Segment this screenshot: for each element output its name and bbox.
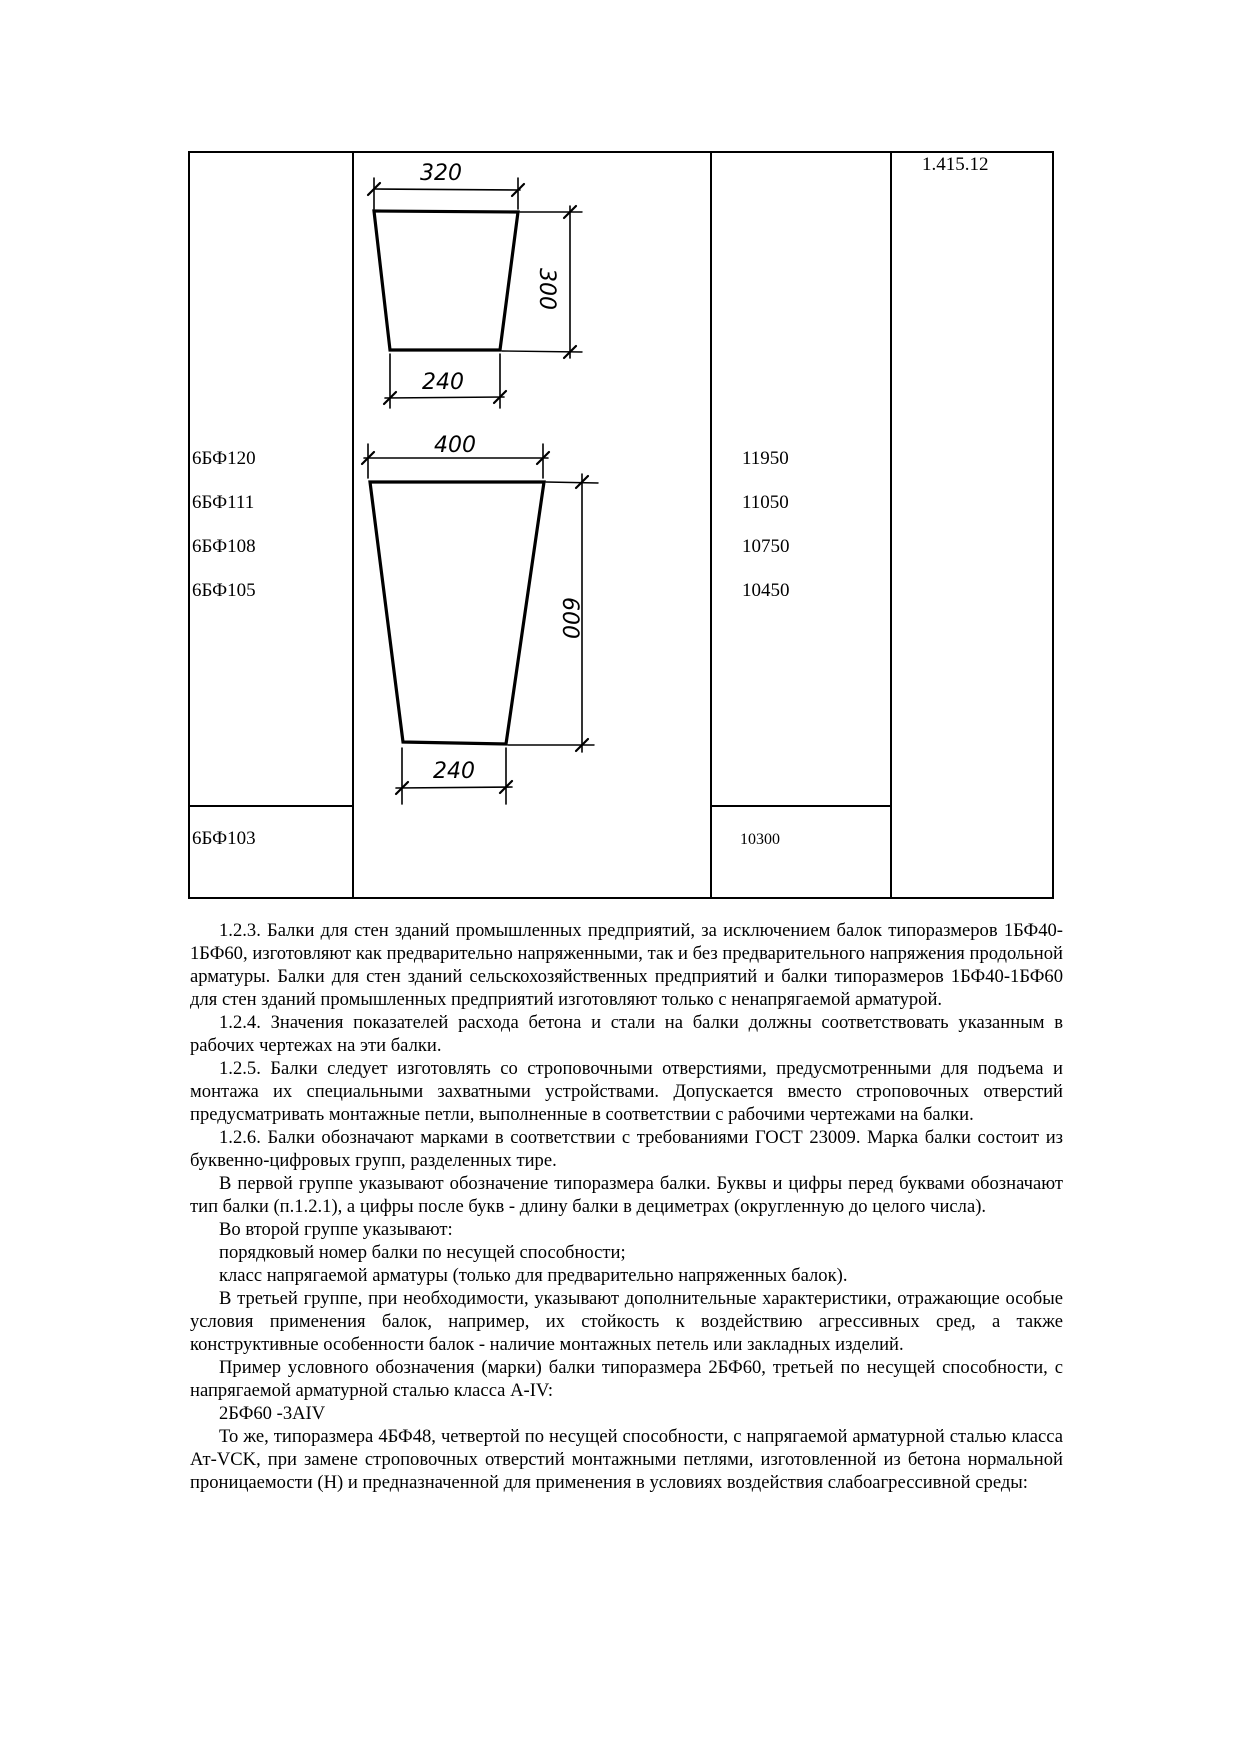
dim-height-large: 600 — [557, 597, 582, 639]
dim-bottom-width-small: 240 — [422, 370, 464, 395]
paragraph-1-2-6: 1.2.6. Балки обозначают марками в соответствии с требованиями ГОСТ 23009. Марка балки состоит из буквенно-цифровых групп, разделенных тире. — [190, 1127, 1063, 1171]
paragraph-second-group: Во второй группе указывают: — [219, 1219, 453, 1240]
beam-mark: 6БФ120 — [192, 448, 256, 469]
series-code: 1.415.12 — [922, 154, 989, 175]
beam-mark: 6БФ105 — [192, 580, 256, 601]
body-text — [190, 919, 1063, 1494]
beam-length: 11950 — [742, 448, 789, 469]
beam-length: 10450 — [742, 580, 790, 601]
paragraph-example-1: Пример условного обозначения (марки) балки типоразмера 2БФ60, третьей по несущей способности, с напрягаемой арматурной сталью класса А-IV: — [190, 1357, 1063, 1401]
beam-mark: 6БФ108 — [192, 536, 256, 557]
paragraph-1-2-5: 1.2.5. Балки следует изготовлять со строповочными отверстиями, предусмотренными для подъема и монтажа их специальными захватными устройствами. Допускается вместо строповочных отверстий предусматривать монтажные петли, выполненные в соответствии с рабочими чертежами на балки. — [190, 1058, 1063, 1125]
paragraph-example-2: То же, типоразмера 4БФ48, четвертой по несущей способности, с напрягаемой арматурной сталью класса Ат-VCK, при замене строповочных отверстий монтажными петлями, изготовленной из бетона нормальной проницаемости (Н) и предназначенной для применения в условиях воздействия слабоагрессивной среды: — [190, 1426, 1063, 1493]
dim-bottom-width-large: 240 — [433, 759, 475, 784]
dim-top-width-large: 400 — [434, 433, 476, 458]
beam-length: 11050 — [742, 492, 789, 513]
paragraph-third-group: В третьей группе, при необходимости, указывают дополнительные характеристики, отражающие особые условия применения балок, например, их стойкость к воздействию агрессивных сред, а также конструктивные особенности балок - наличие монтажных петель или закладных изделий. — [190, 1288, 1063, 1355]
paragraph-1-2-3: 1.2.3. Балки для стен зданий промышленных предприятий, за исключением балок типоразмеров 1БФ40-1БФ60, изготовляют как предварительно напряженными, так и без предварительного напряжения продольной арматуры. Балки для стен зданий сельскохозяйственных предприятий и балки типоразмеров 1БФ40-1БФ60 для стен зданий промышленных предприятий изготовляют только с ненапрягаемой арматурой. — [190, 920, 1063, 1010]
beam-mark: 6БФ111 — [192, 492, 255, 513]
dim-top-width-small: 320 — [420, 161, 462, 186]
beam-length: 10750 — [742, 536, 790, 557]
paragraph-reinforcement-class: класс напрягаемой арматуры (только для предварительно напряженных балок). — [219, 1265, 848, 1286]
paragraph-first-group: В первой группе указывают обозначение типоразмера балки. Буквы и цифры перед буквами обозначают тип балки (п.1.2.1), а цифры после букв - длину балки в дециметрах (округленную до целого числа). — [190, 1173, 1063, 1217]
paragraph-load-number: порядковый номер балки по несущей способности; — [219, 1242, 626, 1263]
paragraph-example-mark-1: 2БФ60 -3AIV — [219, 1403, 326, 1424]
paragraph-1-2-4: 1.2.4. Значения показателей расхода бетона и стали на балки должны соответствовать указанным в рабочих чертежах на эти балки. — [190, 1012, 1063, 1056]
beam-length-last: 10300 — [740, 831, 780, 848]
dim-height-small: 300 — [534, 268, 559, 310]
beam-mark-last: 6БФ103 — [192, 828, 256, 849]
